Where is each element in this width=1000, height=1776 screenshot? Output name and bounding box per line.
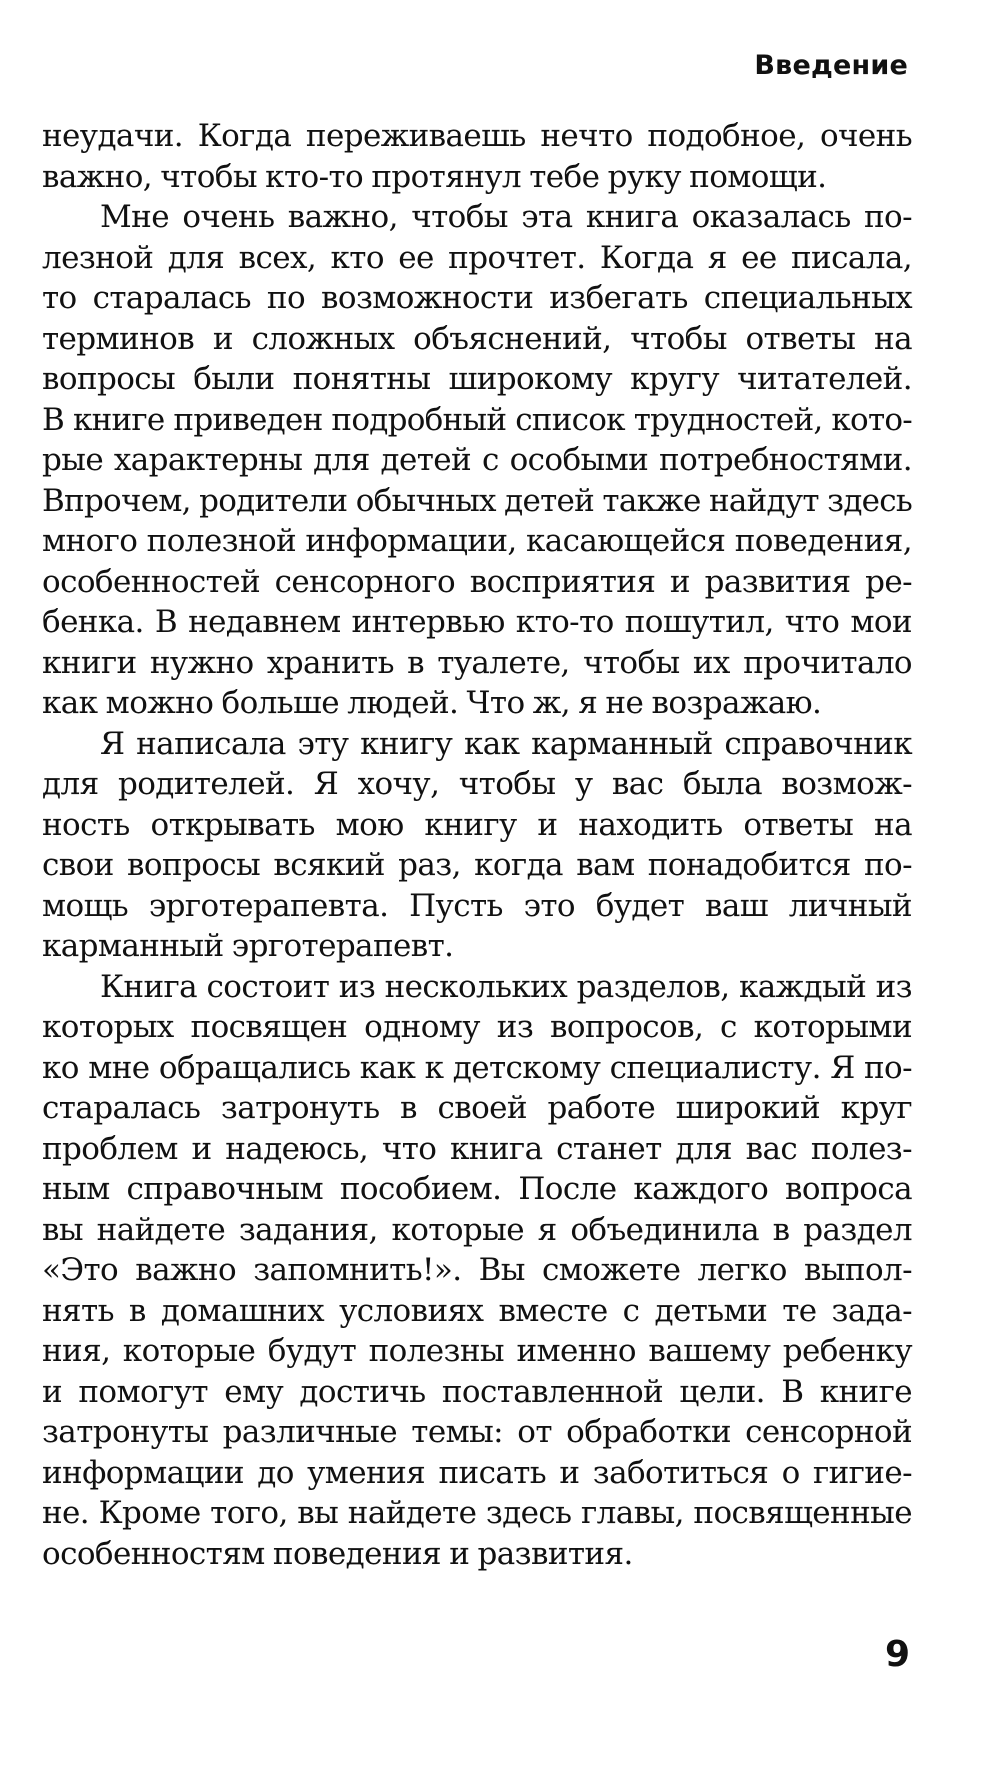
- text-line: информации до умения писать и заботиться о гигие-: [42, 1454, 912, 1491]
- text-line: Я написала эту книгу как карманный справочник: [100, 725, 912, 762]
- text-line: важно, чтобы кто-то протянул тебе руку помощи.: [42, 158, 827, 195]
- text-line: нять в домашних условиях вместе с детьми те зада-: [42, 1292, 912, 1329]
- text-line: которых посвящен одному из вопросов, с которыми: [42, 1009, 912, 1045]
- text-line: затронуты различные темы: от обработки сенсорной: [42, 1414, 912, 1450]
- text-line: неудачи. Когда переживаешь нечто подобное, очень: [42, 118, 912, 154]
- text-line: много полезной информации, касающейся поведения,: [42, 523, 912, 559]
- text-line: особенностям поведения и развития.: [42, 1535, 633, 1572]
- text-line: и помогут ему достичь поставленной цели. В книге: [42, 1373, 912, 1410]
- text-line: Впрочем, родители обычных детей также найдут здесь: [42, 482, 912, 519]
- text-line: как можно больше людей. Что ж, я не возражаю.: [42, 685, 822, 721]
- text-line: «Это важно запомнить!». Вы сможете легко выпол-: [42, 1252, 912, 1288]
- text-line: лезной для всех, кто ее прочтет. Когда я ее писала,: [42, 239, 912, 276]
- text-line: проблем и надеюсь, что книга станет для вас полез-: [42, 1130, 912, 1167]
- text-line: В книге приведен подробный список трудностей, кото-: [42, 401, 912, 438]
- running-head: Введение: [754, 50, 908, 81]
- text-line: Книга состоит из нескольких разделов, каждый из: [100, 968, 912, 1005]
- text-line: особенностей сенсорного восприятия и развития ре-: [42, 563, 912, 600]
- text-line: старалась затронуть в своей работе широкий круг: [42, 1090, 912, 1126]
- text-line: не. Кроме того, вы найдете здесь главы, посвященные: [42, 1495, 912, 1531]
- text-line: рые характерны для детей с особыми потребностями.: [42, 442, 912, 478]
- text-line: книги нужно хранить в туалете, чтобы их прочитало: [42, 644, 912, 681]
- text-line: терминов и сложных объяснений, чтобы ответы на: [42, 320, 912, 357]
- text-line: вопросы были понятны широкому кругу читателей.: [42, 361, 912, 397]
- text-line: ко мне обращались как к детскому специалисту. Я по-: [42, 1049, 912, 1086]
- text-line: ным справочным пособием. После каждого вопроса: [42, 1171, 912, 1207]
- paragraph: [42, 116, 912, 197]
- page-number: 9: [884, 1634, 910, 1675]
- text-line: вы найдете задания, которые я объединила в раздел: [42, 1211, 912, 1248]
- body-text: [42, 116, 912, 1574]
- text-line: ния, которые будут полезны именно вашему ребенку: [42, 1333, 912, 1369]
- text-line: мощь эрготерапевта. Пусть это будет ваш личный: [42, 887, 912, 924]
- text-line: для родителей. Я хочу, чтобы у вас была возмож-: [42, 766, 912, 802]
- paragraph: [42, 967, 912, 1575]
- text-line: то старалась по возможности избегать специальных: [42, 280, 912, 316]
- paragraph: [42, 197, 912, 724]
- paragraph: [42, 724, 912, 967]
- text-line: ность открывать мою книгу и находить ответы на: [42, 806, 912, 843]
- text-line: карманный эрготерапевт.: [42, 928, 454, 964]
- text-line: свои вопросы всякий раз, когда вам понадобится по-: [42, 847, 912, 883]
- text-line: Мне очень важно, чтобы эта книга оказалась по-: [100, 199, 912, 235]
- text-line: бенка. В недавнем интервью кто-то пошутил, что мои: [42, 604, 912, 640]
